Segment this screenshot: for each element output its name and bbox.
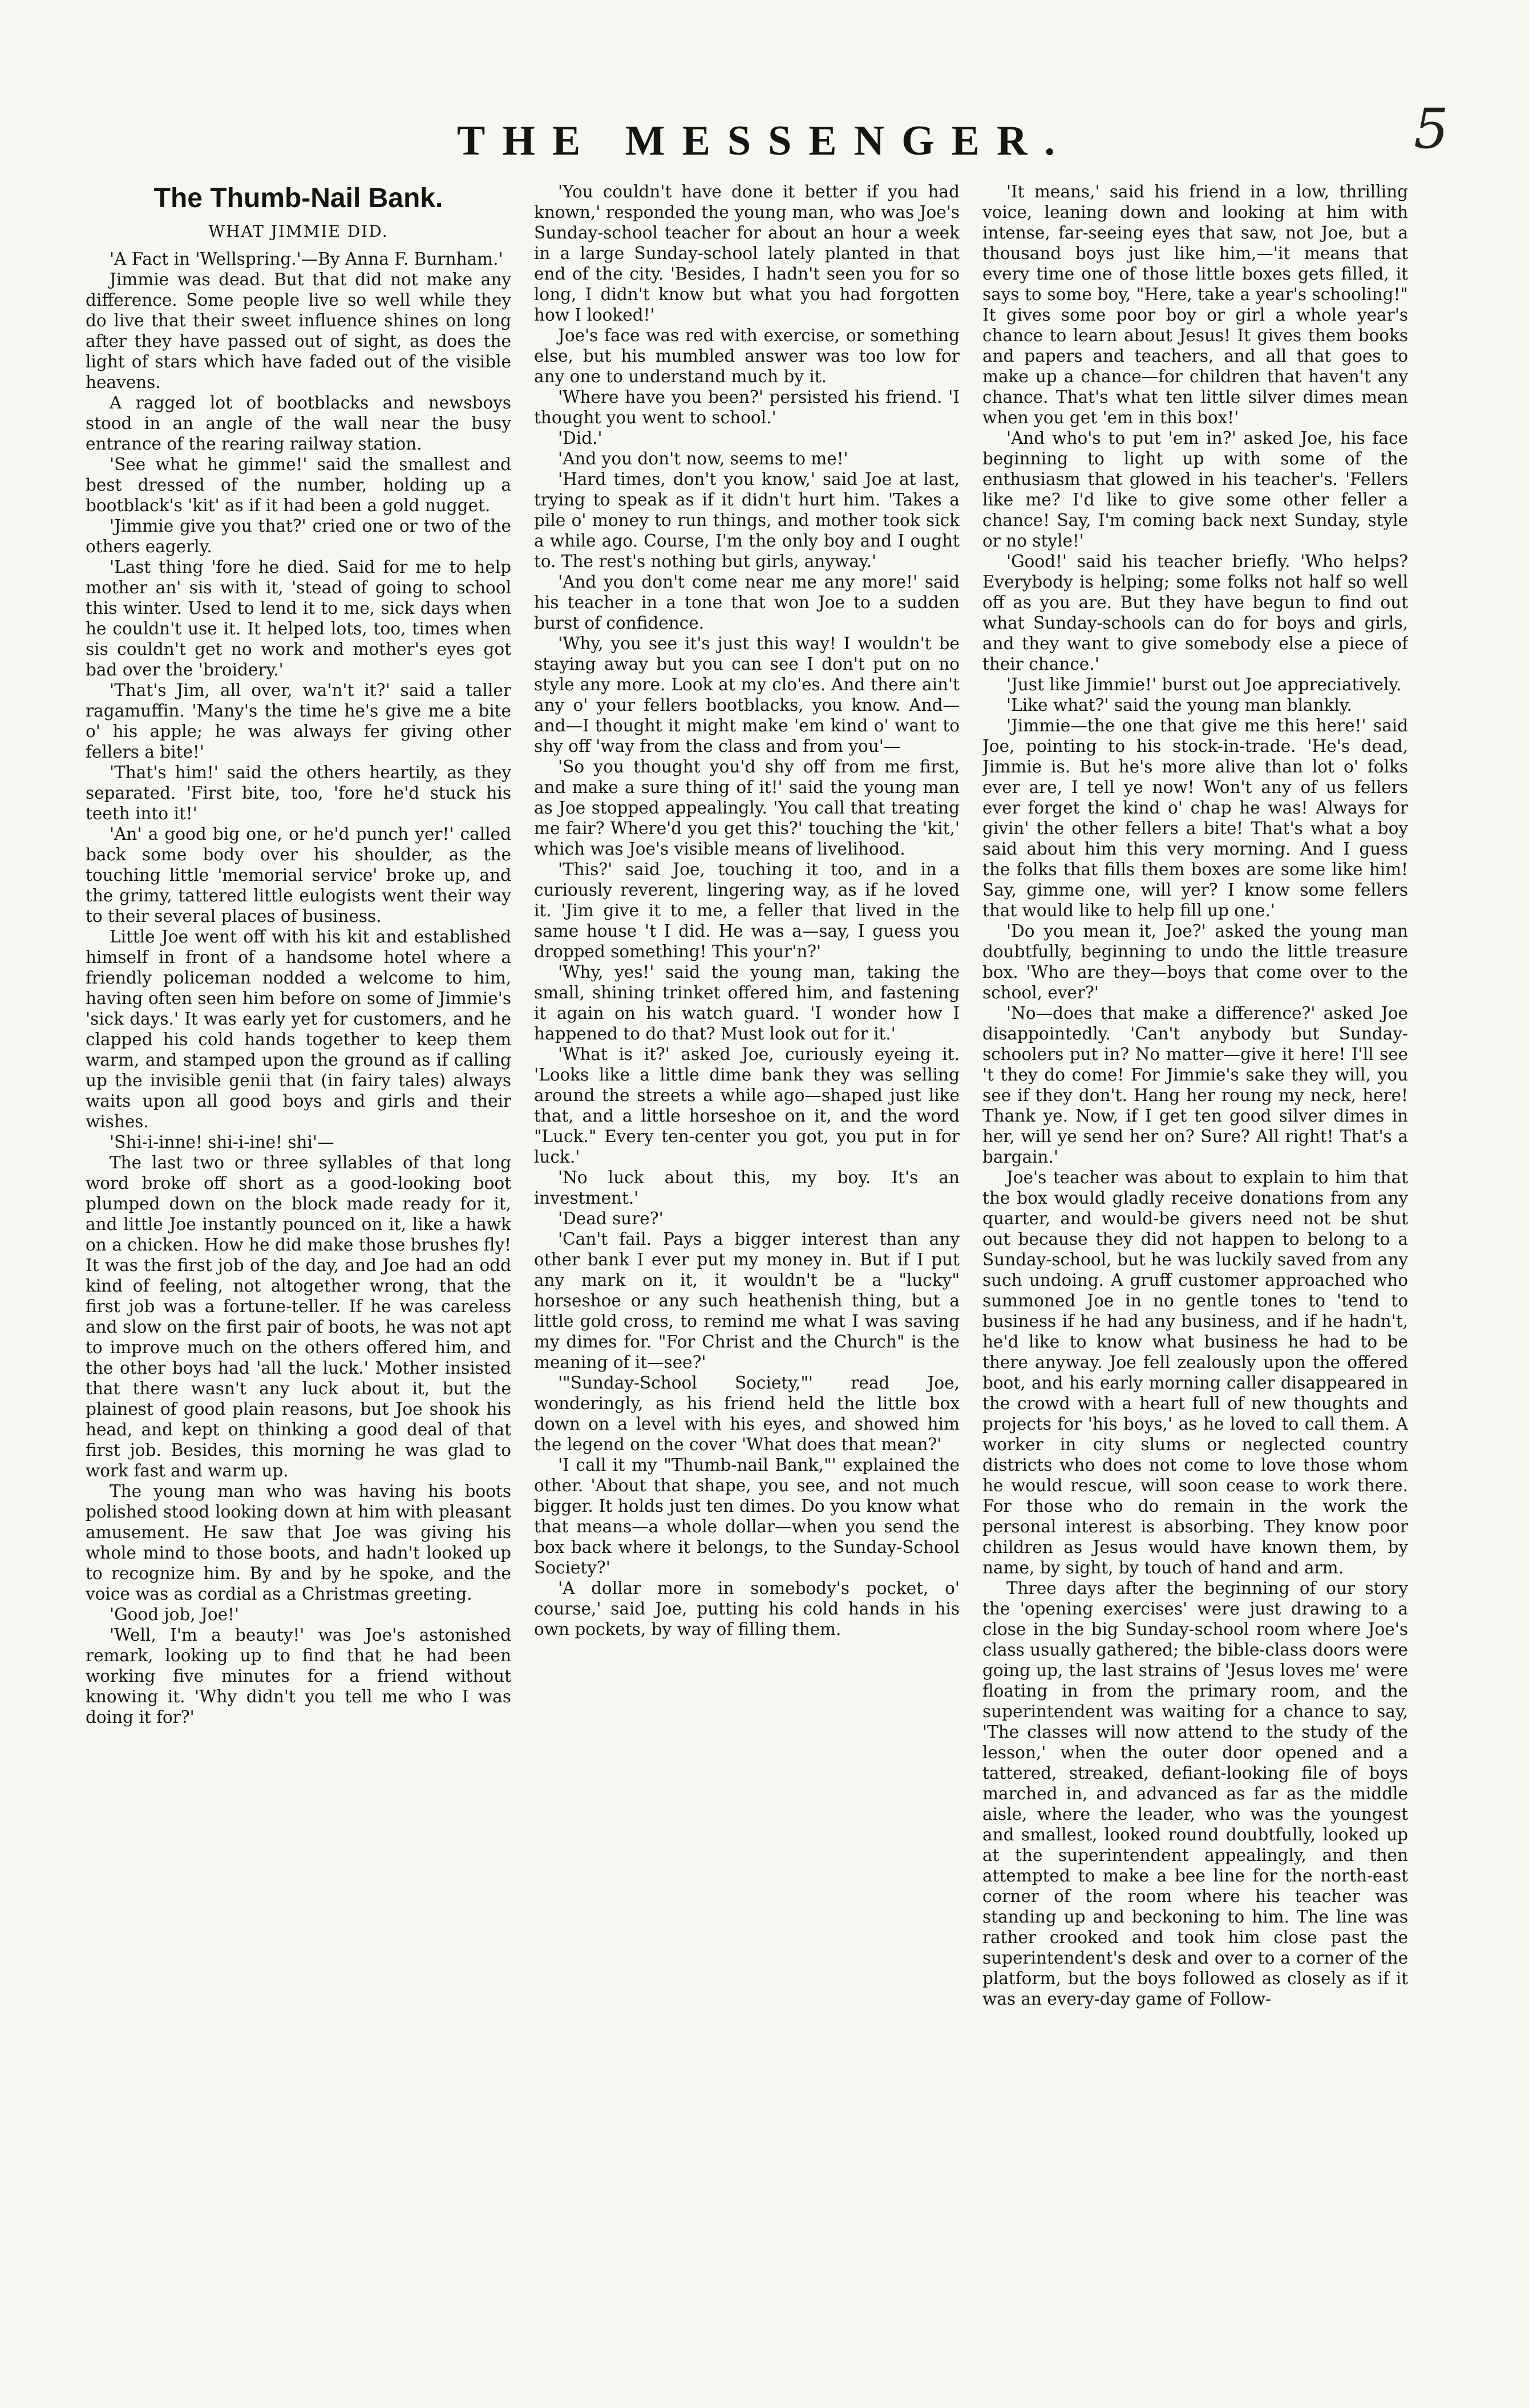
paragraph: Jimmie was dead. But that did not make any difference. Some people live so well while they do live that their sweet influence shines on long after they have passed out of sight, as does the light of stars which have faded out of the visible heavens. [86, 270, 511, 392]
paragraph: 'Where have you been?' persisted his friend. 'I thought you went to school.' [534, 387, 960, 427]
paragraph: 'It means,' said his friend in a low, thrilling voice, leaning down and looking at him with intense, far-seeing eyes that saw, not Joe, but a thousand boys just like him,—'it means that every time one of those little boxes gets filled, it says to some boy, "Here, take a year's schooling!" It gives some poor boy or girl a whole year's chance to learn about Jesus! It gives them books and papers and teachers, and all that goes to make up a chance—for children that haven't any chance. That's what ten little silver dimes mean when you get 'em in this box!' [982, 182, 1408, 427]
paragraph: 'See what he gimme!' said the smallest and best dressed of the number, holding up a bootblack's 'kit' as if it had been a gold nugget. [86, 455, 511, 515]
paragraph: 'An' a good big one, or he'd punch yer!' called back some body over his shoulder, as the touching little 'memorial service' broke up, and the grimy, tattered little eulogists went their way to their several places of business. [86, 824, 511, 926]
paragraph: 'And who's to put 'em in?' asked Joe, his face beginning to light up with some of the enthusiasm that glowed in his teacher's. 'Fellers like me? I'd like to give some other feller a chance! Say, I'm coming back next Sunday, style or no style!' [982, 428, 1408, 551]
masthead: THE MESSENGER. [457, 118, 1072, 164]
page-number: 5 [1414, 97, 1449, 161]
paragraph: 'No luck about this, my boy. It's an investment.' [534, 1168, 960, 1208]
paragraph: 'Dead sure?' [558, 1209, 664, 1228]
paragraph: 'Shi-i-inne! shi-i-ine! shi'— [110, 1132, 334, 1152]
paragraph: 'Why, yes!' said the young man, taking the small, shining trinket offered him, and fastening it again on his watch guard. 'I wonder how I happened to do that? Must look out for it.' [534, 962, 960, 1043]
paragraph: Three days after the beginning of our story the 'opening exercises' were just drawing to a close in the big Sunday-school room where Joe's class usually gathered; the bible-class doors were going up, the last strains of 'Jesus loves me' were floating in from the primary room, and the superintendent was waiting for a chance to say, 'The classes will now attend to the study of the lesson,' when the outer door opened and a tattered, streaked, defiant-looking file of boys marched in, and advanced as far as the middle aisle, where the leader, who was the youngest and smallest, looked round doubtfully, looked up at the superintendent appealingly, and then attempted to make a bee line for the north-east corner of the room where his teacher was standing up and beckoning to him. The line was rather crooked and took him close past the superintendent's desk and over to a corner of the platform, but the boys followed as closely as if it was an every-day game of Follow- [982, 1579, 1408, 2009]
paragraph: 'Good job, Joe!' [110, 1605, 240, 1624]
paragraph: A ragged lot of bootblacks and newsboys stood in an angle of the wall near the busy entrance of the rearing railway station. [86, 393, 511, 454]
paragraph: 'Why, you see it's just this way! I wouldn't be staying away but you can see I don't put on no style any more. Look at my clo'es. And there ain't any o' your fellers bootblacks, you know. And—and—I thought it might make 'em kind o' want to shy off 'way from the class and from you'— [534, 634, 960, 756]
paragraph: 'So you thought you'd shy off from me first, and make a sure thing of it!' said the young man as Joe stopped appealingly. 'You call that treating me fair? Where'd you get this?' touching the 'kit,' which was Joe's visible means of livelihood. [534, 757, 960, 859]
paragraph: 'Do you mean it, Joe?' asked the young man doubtfully, beginning to undo the little treasure box. 'Who are they—boys that come over to the school, ever?' [982, 921, 1408, 1002]
paragraph: 'Just like Jimmie!' burst out Joe appreciatively. [1006, 675, 1402, 694]
paragraph: 'Did.' [558, 428, 602, 448]
article-columns [86, 181, 1408, 2395]
paragraph: 'I call it my "Thumb-nail Bank,"' explained the other. 'About that shape, you see, and not much bigger. It holds just ten dimes. Do you know what that means—a whole dollar—when you send the box back where it belongs, to the Sunday-School Society?' [534, 1455, 960, 1577]
column-2 [534, 181, 960, 2395]
paragraph: 'Jimmie give you that?' cried one or two of the others eagerly. [86, 516, 511, 556]
paragraph: 'Jimmie—the one that give me this here!' said Joe, pointing to his stock-in-trade. 'He's dead, Jimmie is. But he's more alive than lot o' folks ever are, I tell ye now! Won't any of us fellers ever forget the kind o' chap he was! Always for givin' the other fellers a bite! That's what a boy said about him this very morning. And I guess the folks that fills them boxes are some like him! Say, gimme one, will yer? I know some fellers that would like to help fill up one.' [982, 716, 1408, 920]
paragraph: Little Joe went off with his kit and established himself in front of a handsome hotel where a friendly policeman nodded a welcome to him, having often seen him before on some of Jimmie's 'sick days.' It was early yet for customers, and he clapped his cold hands together to keep them warm, and stamped upon the ground as if calling up the invisible genii that (in fairy tales) always waits upon all good boys and girls and their wishes. [86, 927, 511, 1131]
article-subtitle: WHAT JIMMIE DID. [208, 222, 389, 241]
article-byline: 'A Fact in 'Wellspring.'—By Anna F. Burnham.' [110, 249, 503, 269]
paragraph: Joe's teacher was about to explain to him that the box would gladly receive donations from any quarter, and would-be givers need not be shut out because they did not happen to belong to a Sunday-school, but he was luckily saved from any such undoing. A gruff customer approached who summoned Joe in no gentle tones to 'tend to business if he had any business, and if he hadn't, he'd like to know what business he had to be there anyway. Joe fell zealously upon the offered boot, and his early morning caller disappeared in the crowd with a heart full of new thoughts and projects for 'his boys,' as he loved to call them. A worker in city slums or neglected country districts who does not come to love those whom he would rescue, will soon cease to work there. For those who do remain in the work the personal interest is absorbing. They know poor children as Jesus would have known them, by name, by sight, by touch of hand and arm. [982, 1168, 1408, 1577]
paragraph: 'And you don't now, seems to me!' [558, 449, 848, 468]
paragraph: 'Hard times, don't you know,' said Joe at last, trying to speak as if it didn't hurt him. 'Takes a pile o' money to run things, and mother took sick a while ago. Course, I'm the only boy and I ought to. The rest's nothing but girls, anyway.' [534, 470, 960, 571]
paragraph: 'Can't fail. Pays a bigger interest than any other bank I ever put my money in. But if I put any mark on it, it wouldn't be a "lucky" horseshoe or any such heathenish thing, but a little gold cross, to remind me what I was saving my dimes for. "For Christ and the Church" is the meaning of it—see?' [534, 1229, 960, 1372]
paragraph: 'You couldn't have done it better if you had known,' responded the young man, who was Joe's Sunday-school teacher for about an hour a week in a large Sunday-school lately planted in that end of the city. 'Besides, I hadn't seen you for so long, I didn't know but what you had forgotten how I looked!' [534, 182, 960, 325]
paragraph: '"Sunday-School Society,"' read Joe, wonderingly, as his friend held the little box down on a level with his eyes, and showed him the legend on the cover 'What does that mean?' [534, 1373, 960, 1454]
paragraph: The last two or three syllables of that long word broke off short as a good-looking boot plumped down on the block made ready for it, and little Joe instantly pounced on it, like a hawk on a chicken. How he did make those brushes fly! It was the first job of the day, and Joe had an odd kind of feeling, not altogether wrong, that the first job was a fortune-teller. If he was careless and slow on the first pair of boots, he was not apt to improve much on the others offered him, and the other boys had 'all the luck.' Mother insisted that there wasn't any luck about it, but the plainest of good plain reasons, but Joe shook his head, and kept on thinking a good deal of that first job. Besides, this morning he was glad to work fast and warm up. [86, 1153, 511, 1480]
article-title: The Thumb-Nail Bank. [153, 183, 443, 213]
paragraph: 'That's him!' said the others heartily, as they separated. 'First bite, too, 'fore he'd stuck his teeth into it!' [86, 763, 511, 823]
paragraph: 'And you don't come near me any more!' said his teacher in a tone that won Joe to a sudden burst of confidence. [534, 572, 960, 633]
column-1 [86, 181, 511, 2395]
paragraph: 'This?' said Joe, touching it too, and in a curiously reverent, lingering way, as if he loved it. 'Jim give it to me, a feller that lived in the same house 't I did. He was a—say, I guess you dropped something! This your'n?' [534, 860, 960, 961]
column-3 [982, 181, 1408, 2395]
paragraph: 'Last thing 'fore he died. Said for me to help mother an' sis with it, 'stead of going to school this winter. Used to lend it to me, sick days when he couldn't use it. It helped lots, too, times when sis couldn't get no work and mother's eyes got bad over the 'broidery.' [86, 557, 511, 679]
paragraph: 'A dollar more in somebody's pocket, o' course,' said Joe, putting his cold hands in his own pockets, by way of filling them. [534, 1579, 960, 1639]
paragraph: 'Good!' said his teacher briefly. 'Who helps? Everybody is helping; some folks not half so well off as you are. But they have begun to find out what Sunday-schools can do for boys and girls, and they want to give somebody else a piece of their chance.' [982, 552, 1408, 674]
paragraph: 'That's Jim, all over, wa'n't it?' said a taller ragamuffin. 'Many's the time he's give me a bite o' his apple; he was always fer giving other fellers a bite!' [86, 681, 511, 762]
paragraph: 'Well, I'm a beauty!' was Joe's astonished remark, looking up to find that he had been working five minutes for a friend without knowing it. 'Why didn't you tell me who I was doing it for?' [86, 1625, 511, 1727]
paragraph: Joe's face was red with exercise, or something else, but his mumbled answer was too low for any one to understand much by it. [534, 326, 960, 386]
paragraph: The young man who was having his boots polished stood looking down at him with pleasant amusement. He saw that Joe was giving his whole mind to those boots, and hadn't looked up to recognize him. By and by he spoke, and the voice was as cordial as a Christmas greeting. [86, 1482, 511, 1604]
paragraph: 'What is it?' asked Joe, curiously eyeing it. 'Looks like a little dime bank they was selling around the streets a while ago—shaped just like that, and a little horseshoe on it, and the word "Luck." Every ten-center you got, you put in for luck.' [534, 1045, 960, 1167]
paragraph: 'Like what?' said the young man blankly. [1006, 695, 1352, 715]
paragraph: 'No—does that make a difference?' asked Joe disappointedly. 'Can't anybody but Sunday-schoolers put in? No matter—give it here! I'll see 't they do come! For Jimmie's sake they will, you see if they don't. Hang her roung my neck, here! Thank ye. Now, if I get ten good silver dimes in her, will ye send her on? Sure? All right! That's a bargain.' [982, 1003, 1408, 1167]
